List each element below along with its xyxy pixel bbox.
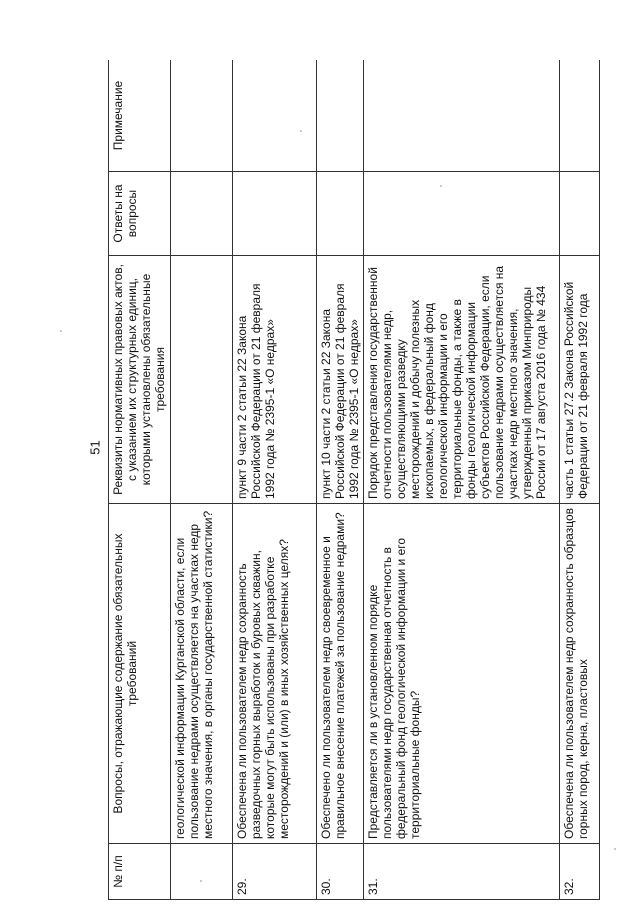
cell-note (171, 60, 233, 172)
header-requisites: Реквизиты нормативных правовых актов, с указанием их структурных единиц, которыми установлены обязательные требования (109, 256, 171, 504)
rotated-table-container (108, 60, 606, 900)
cell-answers (233, 172, 317, 256)
table-row (560, 60, 600, 900)
requirements-table (108, 60, 600, 900)
cell-question: Обеспечена ли пользователем недр сохранность разведочных горных выработок и буровых скважин, которые могут быть использованы при разработке месторождений и (или) в иных хозяйственных целях? (233, 504, 317, 844)
scan-speck (200, 880, 202, 882)
table-row (317, 60, 364, 900)
cell-answers (560, 172, 600, 256)
cell-note (317, 60, 364, 172)
cell-question: Представляется ли в установленном порядке пользователями недр государственная отчетность в федеральный фонд геологической информации и его территориальные фонды? (364, 504, 560, 844)
header-num: № п/п (109, 844, 171, 900)
cell-question: геологической информации Курганской области, если пользование недрами осуществляется на участках недр местного значения, в органы государственной статистики? (171, 504, 233, 844)
table-header-row (109, 60, 171, 900)
cell-question: Обеспечена ли пользователем недр сохранность образцов горных пород, керна, пластовых (560, 504, 600, 844)
cell-requisites: пункт 10 части 2 статьи 22 Закона Российской Федерации от 21 февраля 1992 года № 2395-1 «О недрах» (317, 256, 364, 504)
cell-requisites: часть 1 статьи 27.2 Закона Российской Федерации от 21 февраля 1992 года (560, 256, 600, 504)
header-question: Вопросы, отражающие содержание обязательных требований (109, 504, 171, 844)
cell-answers (364, 172, 560, 256)
cell-requisites: пункт 9 части 2 статьи 22 Закона Российской Федерации от 21 февраля 1992 года № 2395-1 «О недрах» (233, 256, 317, 504)
scan-speck (440, 185, 442, 187)
cell-num: 32. (560, 844, 600, 900)
cell-note (233, 60, 317, 172)
cell-answers (317, 172, 364, 256)
header-note: Примечание (109, 60, 171, 172)
cell-num: 29. (233, 844, 317, 900)
header-answers: Ответы на вопросы (109, 172, 171, 256)
cell-requisites: Порядок представления государственной отчетности пользователями недр, осуществляющими разведку месторождений и добычу полезных ископаемых, в федеральный фонд геологической информации и его территориальные фонды, а также в фонды геологической информации субъектов Российской Федерации, если пользование недрами осуществляется на участках недр местного значения, утвержденный приказом Минприроды России от 17 августа 2016 года № 434 (364, 256, 560, 504)
cell-answers (171, 172, 233, 256)
table-row (364, 60, 560, 900)
scan-speck (614, 848, 616, 850)
cell-requisites (171, 256, 233, 504)
table-viewport (108, 60, 606, 900)
cell-num: 30. (317, 844, 364, 900)
scan-speck (60, 330, 62, 332)
table-row (233, 60, 317, 900)
page-number: 51 (87, 440, 103, 455)
cell-note (364, 60, 560, 172)
cell-note (560, 60, 600, 172)
cell-num: 31. (364, 844, 560, 900)
cell-question: Обеспечено ли пользователем недр своевременное и правильное внесение платежей за пользование недрами? (317, 504, 364, 844)
scan-speck (300, 130, 302, 132)
table-row (171, 60, 233, 900)
cell-num (171, 844, 233, 900)
